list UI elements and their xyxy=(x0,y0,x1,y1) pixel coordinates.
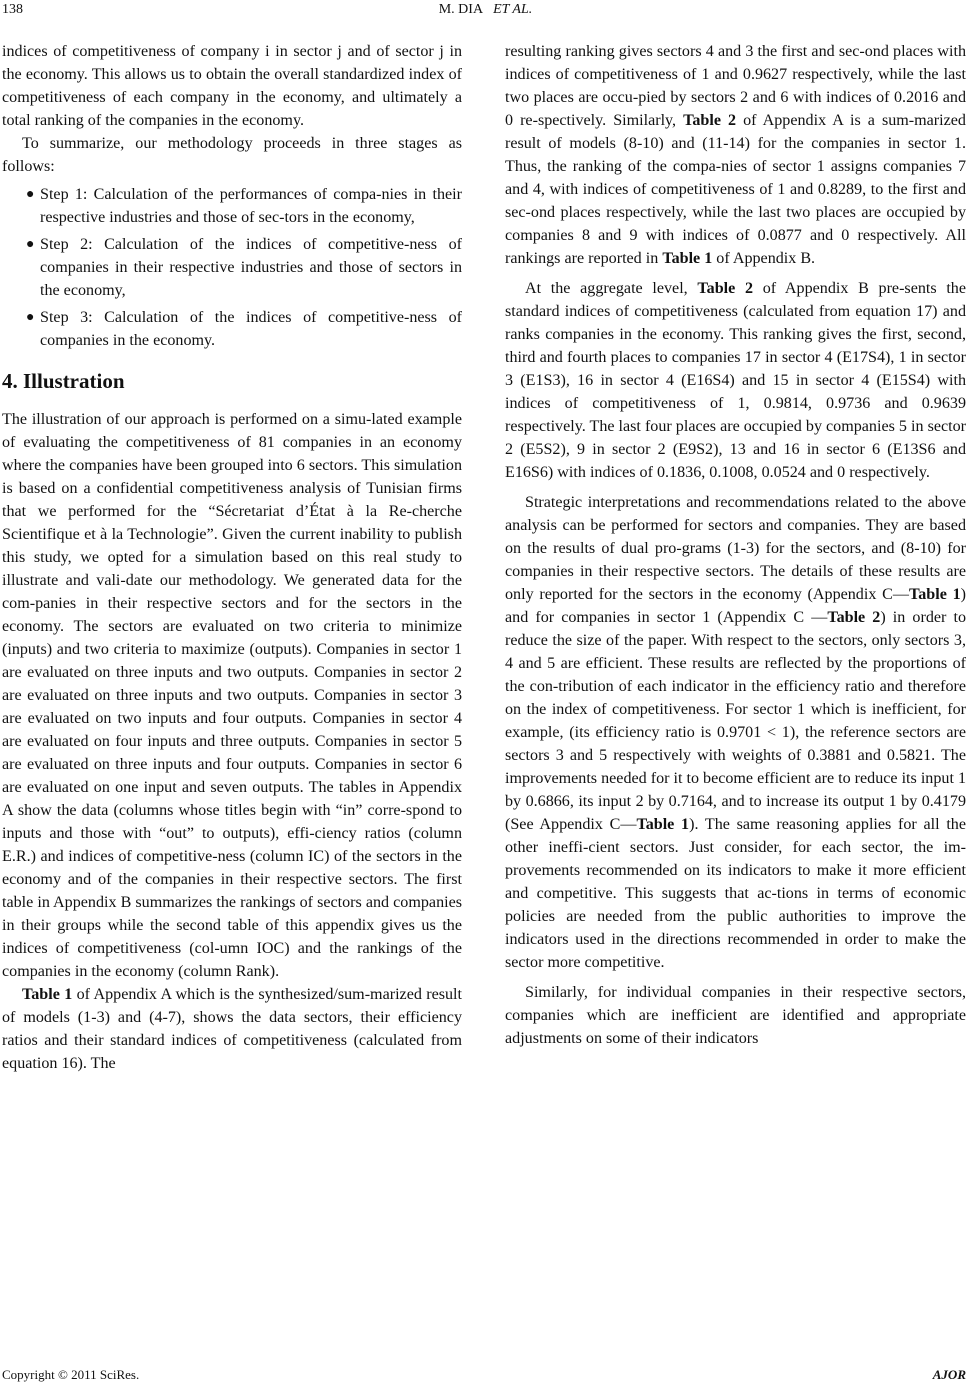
running-header xyxy=(0,0,971,26)
et-al: ET AL. xyxy=(493,2,533,17)
list-item: ● Step 3: Calculation of the indices of competitive-ness of companies in the economy. xyxy=(2,306,462,352)
list-item: ● Step 2: Calculation of the indices of competitive-ness of companies in their respective industries and those of sectors in the economy, xyxy=(2,233,462,302)
paragraph: At the aggregate level, Table 2 of Appendix B pre-sents the standard indices of competitiveness (calculated from equation 17) and ranks companies in the economy. This ranking gives the first, second, third and fourth places to companies 17 in sector 4 (E17S4), 1 in sector 3 (E1S3), 16 in sector 4 (E16S4) and 15 in sector 4 (E15S4) with indices of competitiveness of 1, 0.9814, 0.9736 and 0.9639 respectively. The last four places are occupied by companies 5 in sector 2 (E5S2), 9 in sector 2 (E9S2), 13 and 16 in sector 6 (E13S6 and E16S6) with indices of 0.1836, 0.1008, 0.0524 and 0 respectively. xyxy=(505,280,966,481)
section-heading: 4. Illustration xyxy=(2,369,125,393)
running-title xyxy=(0,2,971,18)
authors: M. DIA xyxy=(438,2,484,17)
right-column xyxy=(505,40,966,1050)
paragraph: Strategic interpretations and recommendations related to the above analysis can be performed for sectors and companies. They are based on the results of dual pro-grams (1-3) for the sectors, and (8-10) for companies in their respective sectors. The details of these results are only reported for the sectors in the economy (Appendix C—Table 1) and for companies in sector 1 (Appendix C —Table 2) in order to reduce the size of the paper. With respect to the sectors, only sectors 3, 4 and 5 are efficient. These results are reflected by the proportions of the con-tribution of each indicator in the efficiency ratio and therefore on the index of competitiveness. For sector 1 which is inefficient, for example, (its efficiency ratio is 0.9701 < 1), the reference sectors are sectors 3 and 5 respectively with weights of 0.3881 and 0.5821. The improvements needed for it to become efficient are to reduce its input 1 by 0.6866, its input 2 by 0.7164, and to increase its output 1 by 0.4179 (See Appendix C—Table 1). The same reasoning applies for all the other ineffi-cient sectors. Just consider, for each sector, the im-provements recommended on its indicators to make it more efficient and competitive. This suggests that ac-tions in terms of economic policies are needed from the public authorities to improve the indicators used in the directions recommended in order to make the sector more competitive. xyxy=(505,494,967,971)
copyright: Copyright © 2011 SciRes. xyxy=(2,1367,140,1382)
paragraph: Similarly, for individual companies in their respective sectors, companies which are inefficient are identified and appropriate adjustments on some of their indicators xyxy=(505,984,966,1047)
left-column xyxy=(2,40,462,1075)
paragraph: Table 1 of Appendix A which is the synthesized/sum-marized result of models (1-3) and (4-7), shows the data sectors, their efficiency ratios and their standard indices of competitiveness (calculated from equation 16). The xyxy=(2,986,462,1072)
bullet-icon: ● xyxy=(26,187,35,202)
bullet-icon: ● xyxy=(26,310,35,325)
page-number: 138 xyxy=(2,2,23,17)
list-item: ● Step 1: Calculation of the performances of compa-nies in their respective industries and those of sec-tors in the economy, xyxy=(2,183,462,229)
steps-list xyxy=(2,183,462,352)
paragraph: resulting ranking gives sectors 4 and 3 the first and sec-ond places with indices of competitiveness of 1 and 0.9627 respectively, while the last two places are occu-pied by sectors 2 and 6 with indices of 0.2016 and 0 re-spectively. Similarly, Table 2 of Appendix A is a sum-marized result of models (8-10) and (11-14) for the companies in sector 1. Thus, the ranking of the compa-nies of sector 1 assigns companies 7 and 4, with indices of competitiveness of 1 and 0.8289, to the first and sec-ond places respectively, while the last two places are occupied by companies 8 and 9 with indices of 0.0877 and 0 respectively. All rankings are reported in Table 1 of Appendix B. xyxy=(505,43,966,267)
bullet-icon: ● xyxy=(26,237,35,252)
page-footer xyxy=(0,1367,971,1386)
journal-abbrev: AJOR xyxy=(932,1367,966,1382)
paragraph: To summarize, our methodology proceeds in three stages as follows: xyxy=(2,135,462,175)
paragraph: The illustration of our approach is performed on a simu-lated example of evaluating the competitiveness of 81 companies in an economy where the companies have been grouped into 6 sectors. This simulation is based on a confidential competitiveness analysis of Tunisian firms that we performed for the “Sécretariat d’État à la Re-cherche Scientifique et à la Technologie”. Given the current inability to publish this study, we opted for a simulation based on this real study to illustrate and vali-date our methodology. We generated data for the com-panies in their respective sectors and for the sectors in the economy. The sectors are evaluated on two criteria to minimize (inputs) and two criteria to maximize (outputs). Companies in sector 1 are evaluated on three inputs and two outputs. Companies in sector 2 are evaluated on three inputs and two outputs. Companies in sector 3 are evaluated on two inputs and four outputs. Companies in sector 4 are evaluated on four inputs and three outputs. Companies in sector 5 are evaluated on three inputs and four outputs. Companies in sector 6 are evaluated on one input and seven outputs. The tables in Appendix A show the data (columns whose titles begin with “in” corre-spond to inputs and those with “out” to outputs), effi-ciency ratios (column E.R.) and indices of competitive-ness (column IC) of the sectors in the economy and of the companies in their respective sectors. The first table in Appendix B summarizes the rankings of sectors and companies in their groups while the second table of this appendix gives us the indices of competitiveness (col-umn IOC) and the rankings of the companies in the economy (column Rank). xyxy=(2,411,462,980)
paragraph: indices of competitiveness of company i in sector j and of sector j in the economy. This allows us to obtain the overall standardized index of competitiveness of each company in the economy, and ultimately a total ranking of the companies in the economy. xyxy=(2,43,462,129)
